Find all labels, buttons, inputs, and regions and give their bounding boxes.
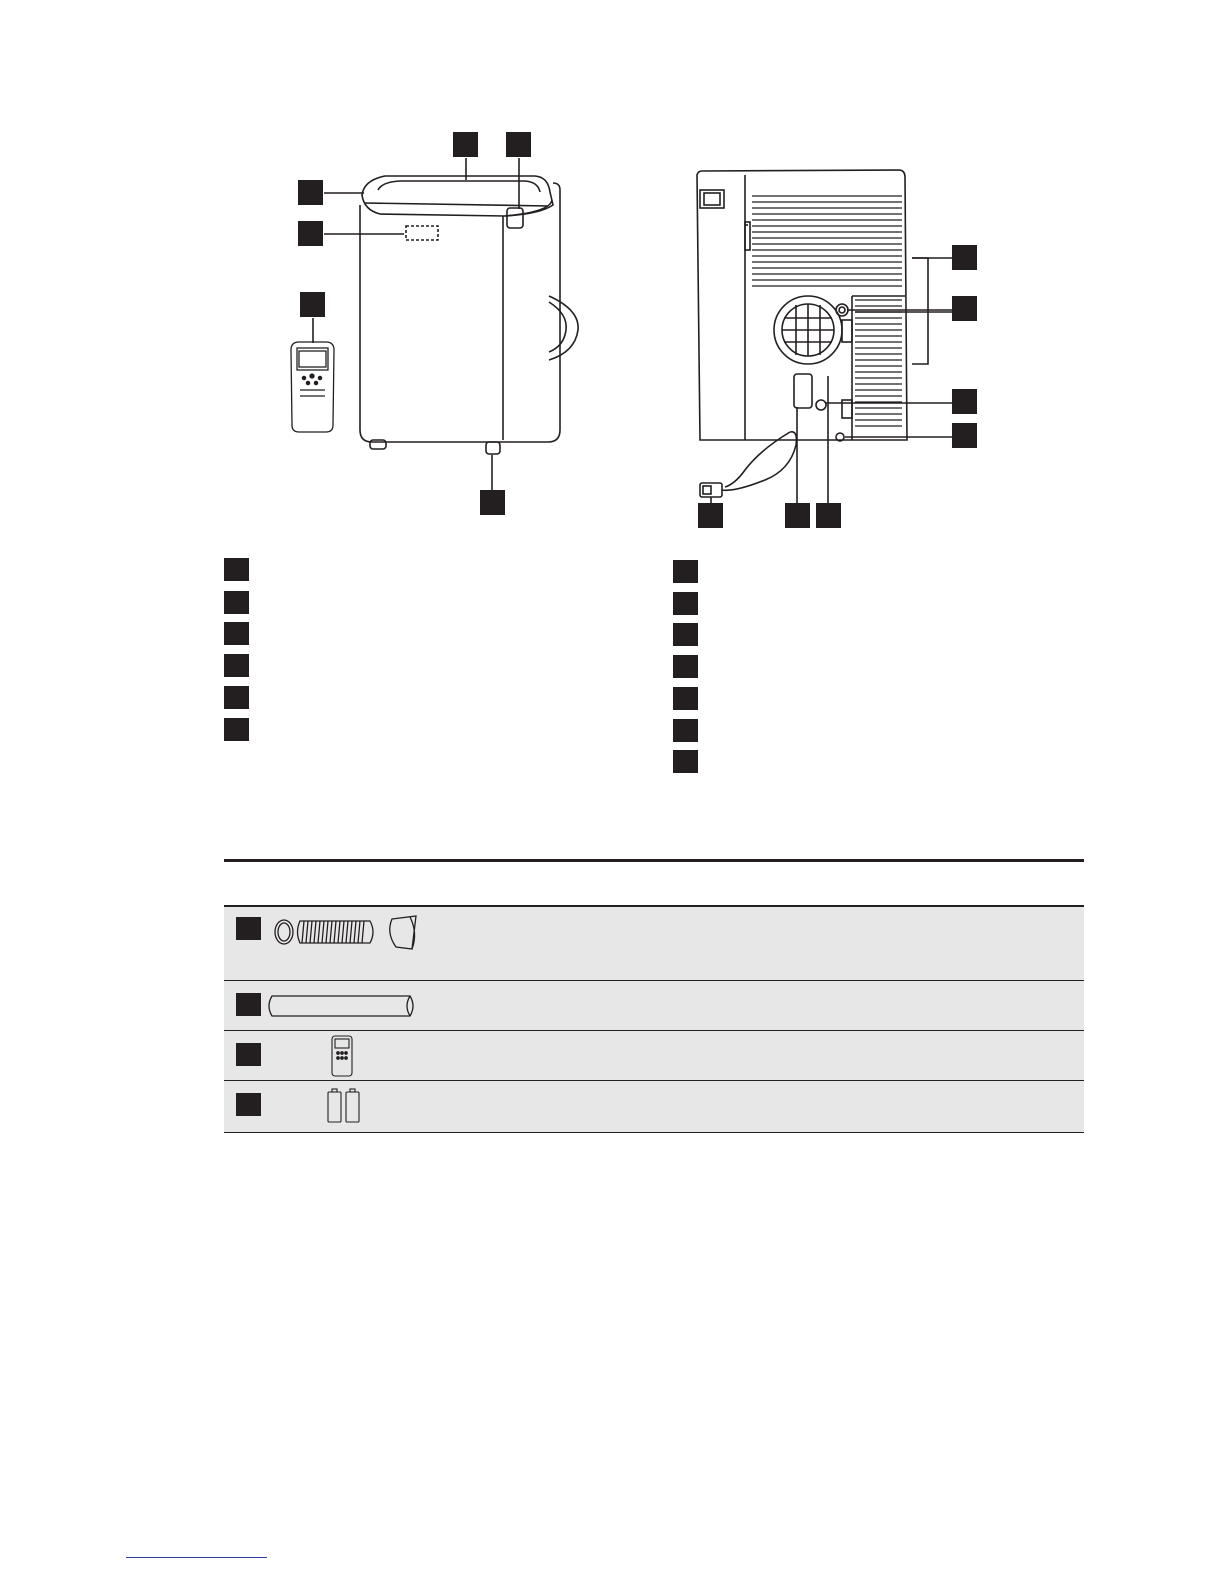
legend-right-marker-4: [673, 655, 698, 678]
callout-back-6: [785, 503, 810, 528]
drain-hose-icon: [266, 993, 418, 1019]
legend-right-marker-6: [673, 719, 698, 742]
accessories-table: [224, 859, 1084, 1133]
back-view-figure: [0, 0, 1224, 560]
callout-back-5: [698, 503, 723, 528]
callout-back-3: [952, 389, 977, 414]
row-marker: [236, 1043, 261, 1066]
legend-right-marker-1: [673, 560, 698, 583]
callout-back-1: [952, 245, 977, 270]
legend-left-marker-2: [224, 591, 249, 614]
legend-left-marker-5: [224, 686, 249, 709]
row-marker: [236, 1093, 261, 1116]
accessories-table-header: [224, 859, 1084, 907]
remote-control-icon: [330, 1034, 354, 1078]
legend-right-marker-5: [673, 687, 698, 710]
legend-left-marker-4: [224, 654, 249, 677]
callout-back-2: [952, 296, 977, 321]
legend-left-marker-3: [224, 622, 249, 645]
legend-right-marker-7: [673, 750, 698, 773]
legend-left-marker-1: [224, 558, 249, 581]
row-marker: [236, 993, 261, 1016]
table-row: [224, 1031, 1084, 1081]
row-marker: [236, 917, 261, 940]
table-row: [224, 1081, 1084, 1133]
callout-back-4: [952, 423, 977, 448]
batteries-icon: [326, 1087, 362, 1125]
exhaust-hose-set-icon: [270, 913, 440, 953]
legend-right-marker-3: [673, 623, 698, 646]
table-row: [224, 907, 1084, 981]
table-row: [224, 981, 1084, 1031]
legend-right-marker-2: [673, 592, 698, 615]
footer-rule: [126, 1557, 267, 1558]
callout-back-7: [816, 503, 841, 528]
legend-left-marker-6: [224, 718, 249, 741]
